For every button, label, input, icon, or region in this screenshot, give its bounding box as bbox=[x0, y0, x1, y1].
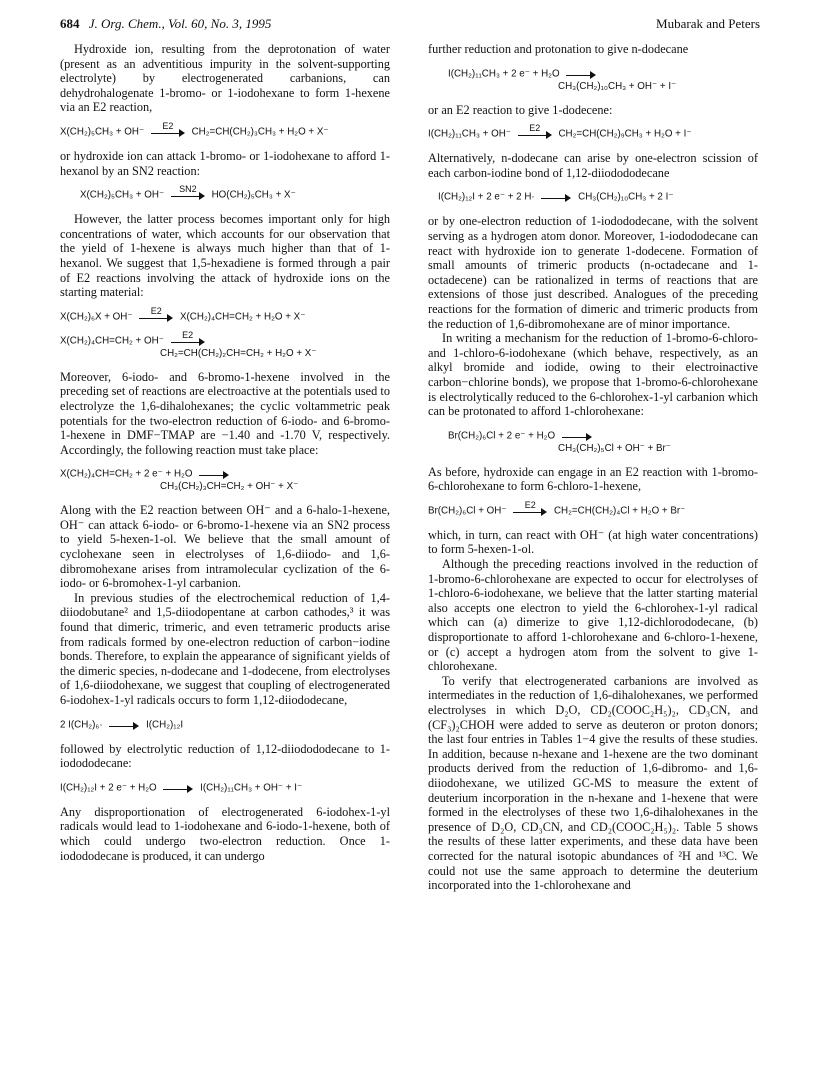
journal-citation: J. Org. Chem., Vol. 60, No. 3, 1995 bbox=[88, 16, 272, 31]
eq-products: CH₃(CH₂)₅Cl + OH⁻ + Br⁻ bbox=[558, 442, 671, 454]
eq-reactants: X(CH₂)₅CH₃ + OH⁻ bbox=[80, 189, 165, 201]
page-number: 684 bbox=[60, 16, 80, 31]
eq-reactants: I(CH₂)₁₂I + 2 e⁻ + H₂O bbox=[60, 782, 157, 794]
equation-radical-coupling bbox=[60, 718, 390, 732]
eq-reactants: I(CH₂)₁₁CH₃ + 2 e⁻ + H₂O bbox=[448, 68, 560, 80]
running-authors: Mubarak and Peters bbox=[656, 16, 760, 31]
arrow-label: E2 bbox=[529, 123, 541, 134]
equation-sn2-hexanol bbox=[60, 184, 390, 202]
equation-e2-second bbox=[60, 329, 390, 360]
reaction-arrow bbox=[171, 329, 205, 348]
eq-reactants: X(CH₂)₅CH₃ + OH⁻ bbox=[60, 126, 145, 138]
left-column bbox=[60, 42, 390, 863]
paragraph: which, in turn, can react with OH⁻ (at high water concentrations) to form 5-hexen-1-ol. bbox=[428, 527, 758, 557]
equation-chlorohexane-formation bbox=[428, 429, 758, 455]
eq-products: CH₂=CH(CH₂)₂CH=CH₂ + H₂O + X⁻ bbox=[160, 347, 317, 359]
eq-products: CH₂=CH(CH₂)₉CH₃ + H₂O + I⁻ bbox=[558, 128, 692, 140]
arrow-label: E2 bbox=[182, 329, 194, 340]
reaction-arrow bbox=[163, 781, 193, 795]
arrow-label: E2 bbox=[524, 499, 536, 510]
reaction-arrow bbox=[171, 184, 205, 202]
eq-products: CH₃(CH₂)₃CH=CH₂ + OH⁻ + X⁻ bbox=[160, 481, 299, 493]
eq-products: HO(CH₂)₅CH₃ + X⁻ bbox=[211, 189, 296, 201]
paragraph: or an E2 reaction to give 1-dodecene: bbox=[428, 102, 613, 117]
right-column bbox=[428, 42, 758, 893]
reaction-arrow bbox=[513, 499, 547, 518]
page-header bbox=[60, 16, 760, 36]
paragraph: Along with the E2 reaction between OH⁻ and a 6-halo-1-hexene, OH⁻ can attack 6-iodo- or 6-bromo-1-hexene via an SN2 process to yield 5-hexen-1-ol. We believe that the small amount of cyclohexane seen in electrolyses of 1,6-diiodo- and 1,6-dibromohexane arises from intramolecular cyclization of the 6-iodo- or 6-bromohex-1-yl carbanion. bbox=[60, 503, 390, 591]
arrow-label: SN2 bbox=[179, 184, 197, 195]
equation-e2-hexene bbox=[60, 120, 390, 139]
paragraph: As before, hydroxide can engage in an E2 reaction with 1-bromo-6-chlorohexane to form 6-chloro-1-hexene, bbox=[428, 464, 758, 494]
reaction-arrow bbox=[199, 467, 229, 481]
eq-reactants: X(CH₂)₄CH=CH₂ + 2 e⁻ + H₂O bbox=[60, 468, 193, 480]
eq-products: CH₃(CH₂)₁₀CH₃ + OH⁻ + I⁻ bbox=[558, 80, 677, 92]
arrow-label: E2 bbox=[162, 120, 174, 131]
paragraph: further reduction and protonation to give n-dodecane bbox=[428, 42, 689, 56]
reaction-arrow bbox=[541, 190, 571, 204]
arrow-label: E2 bbox=[150, 305, 162, 316]
eq-reactants: I(CH₂)₁₂I + 2 e⁻ + 2 H· bbox=[438, 191, 535, 203]
paragraph: Although the preceding reactions involved in the reduction of 1-bromo-6-chlorohexane are expected to occur for electrolyses of 1-chloro-6-iodohexane, we believe that the latter starting material also accepts one electron to yield the 6-chlorohex-1-yl radical which can (a) dimerize to give 1,12-dichlorododecane, (b) disproportionate to afford 1-chlorohexane and 6-chloro-1-hexene, or (c) accept a hydrogen atom from the solvent to give 1-chlorohexane. bbox=[428, 557, 758, 674]
eq-reactants: 2 I(CH₂)₆· bbox=[60, 719, 103, 731]
reaction-arrow bbox=[151, 120, 185, 139]
paragraph: However, the latter process becomes important only for high concentrations of water, which accounts for our observation that the yield of 1-hexene is always much higher than that of 1-hexanol. We suggest that 1,5-hexadiene is formed through a pair of E2 reactions involving the attack of hydroxide ions on the starting material: bbox=[60, 212, 390, 300]
reaction-arrow bbox=[109, 718, 139, 732]
equation-e2-dodecene bbox=[428, 123, 758, 141]
eq-products: CH₃(CH₂)₁₀CH₃ + 2 I⁻ bbox=[578, 191, 674, 203]
eq-reactants: Br(CH₂)₆Cl + 2 e⁻ + H₂O bbox=[448, 430, 556, 442]
equation-hexene-reduction bbox=[60, 467, 390, 493]
equation-e2-first bbox=[60, 305, 390, 324]
reaction-arrow bbox=[566, 67, 596, 81]
eq-products: I(CH₂)₁₁CH₃ + OH⁻ + I⁻ bbox=[200, 782, 303, 794]
equation-scission bbox=[428, 190, 758, 204]
eq-products: I(CH₂)₁₂I bbox=[146, 719, 184, 731]
paragraph: Hydroxide ion, resulting from the deprotonation of water (present as an adventitious impurity in the solvent-supporting electrolyte) by electrogenerated carbanions, can dehydrohalogenate 1-bromo- or 1-iodohexane to form 1-hexene via an E2 reaction, bbox=[60, 42, 390, 115]
eq-reactants: Br(CH₂)₆Cl + OH⁻ bbox=[428, 505, 507, 517]
reaction-arrow bbox=[562, 429, 592, 443]
eq-reactants: X(CH₂)₆X + OH⁻ bbox=[60, 311, 133, 323]
eq-products: X(CH₂)₄CH=CH₂ + H₂O + X⁻ bbox=[180, 311, 306, 323]
paragraph: or by one-electron reduction of 1-iodododecane, with the solvent serving as a hydrogen atom donor. Moreover, 1-iodododecane can react with hydroxide ion to generate 1-dodecene. Formation of small amounts of trimeric products (n-octadecane and 1-octadecene) can be rationalized in terms of reactions that are extensions of those just described. Analogues of the preceding reactions for the formation of dimeric and trimeric products from the reduction of 1,6-dibromohexane are of minor importance. bbox=[428, 214, 758, 331]
reaction-arrow bbox=[518, 123, 552, 141]
equation-dodecane-formation bbox=[428, 67, 758, 93]
equation-e2-chlorohexene bbox=[428, 499, 758, 518]
paragraph: In writing a mechanism for the reduction of 1-bromo-6-chloro- and 1-chloro-6-iodohexane (which behave, respectively, as an alkyl bromide and iodide, owing to their electroinactive carbon−chlorine bonds), we propose that 1-bromo-6-chlorohexane is electrolytically reduced to the 6-chlorohex-1-yl carbanion which can be protonated to afford 1-chlorohexane: bbox=[428, 331, 758, 419]
paragraph: To verify that electrogenerated carbanions are involved as intermediates in the reduction of 1,6-dihalohexanes, we performed electrolyses in which D₂O, CD₂(COOC₂H₅)₂, CD₃CN, and (CF₃)₂CHOH were added to serve as deuteron or proton donors; the last four entries in Tables 1−4 give the results of these studies. In addition, because n-hexane and 1-hexene are the two dominant products derived from the reduction of 1,6-dibromo- and 1,6-diiodohexane, we utilized GC-MS to measure the extent of deuterium incorporation in the n-hexane and 1-hexene that were formed in the electrolyses of these two 1,6-dihalohexanes in the presence of D₂O, CD₃CN, and CD₂(COOC₂H₅)₂. Table 5 shows the results of these latter experiments, and these data have been corrected for the natural isotopic abundances of ²H and ¹³C. We could not use the same approach to determine the deuterium incorporated into the 1-chlorohexane and bbox=[428, 673, 758, 893]
paragraph: Moreover, 6-iodo- and 6-bromo-1-hexene involved in the preceding set of reactions are electroactive at the potentials used to electrolyze the 1,6-dihalohexanes; the cyclic voltammetric peak potentials for the two-electron reduction of 6-iodo- and 6-bromo-1-hexene in DMF−TMAP are −1.40 and -1.70 V, respectively. Accordingly, the following reaction must take place: bbox=[60, 369, 390, 457]
eq-products: CH₂=CH(CH₂)₄Cl + H₂O + Br⁻ bbox=[553, 505, 686, 517]
eq-reactants: I(CH₂)₁₁CH₃ + OH⁻ bbox=[428, 128, 511, 140]
paragraph: In previous studies of the electrochemical reduction of 1,4-diiodobutane² and 1,5-diiodopentane at carbon cathodes,³ it was found that dimeric, trimeric, and even tetrameric products arise from radicals formed by one-electron reduction of carbon−iodine bonds. Therefore, to explain the appearance of significant yields of the dimeric species, n-dodecane and 1-dodecene, from electrolyses of 1,6-diiodohexane, we suggest that coupling of electrogenerated 6-iodohex-1-yl radicals occurs to form 1,12-diiododecane, bbox=[60, 590, 390, 707]
paragraph: or hydroxide ion can attack 1-bromo- or 1-iodohexane to afford 1-hexanol by an SN2 reaction: bbox=[60, 148, 390, 178]
paragraph: Alternatively, n-dodecane can arise by one-electron scission of each carbon-iodine bond of 1,12-diiodododecane bbox=[428, 151, 758, 180]
paragraph: followed by electrolytic reduction of 1,12-diiodododecane to 1-iodododecane: bbox=[60, 741, 390, 771]
reaction-arrow bbox=[139, 305, 173, 324]
paragraph: Any disproportionation of electrogenerated 6-iodohex-1-yl radicals would lead to 1-iodohexane and 6-iodo-1-hexene, both of which could undergo two-electron reduction. Once 1-iodododecane is produced, it can undergo bbox=[60, 804, 390, 863]
eq-products: CH₂=CH(CH₂)₃CH₃ + H₂O + X⁻ bbox=[191, 126, 329, 138]
equation-diiodododecane-reduction bbox=[60, 781, 390, 795]
eq-reactants: X(CH₂)₄CH=CH₂ + OH⁻ bbox=[60, 335, 164, 347]
